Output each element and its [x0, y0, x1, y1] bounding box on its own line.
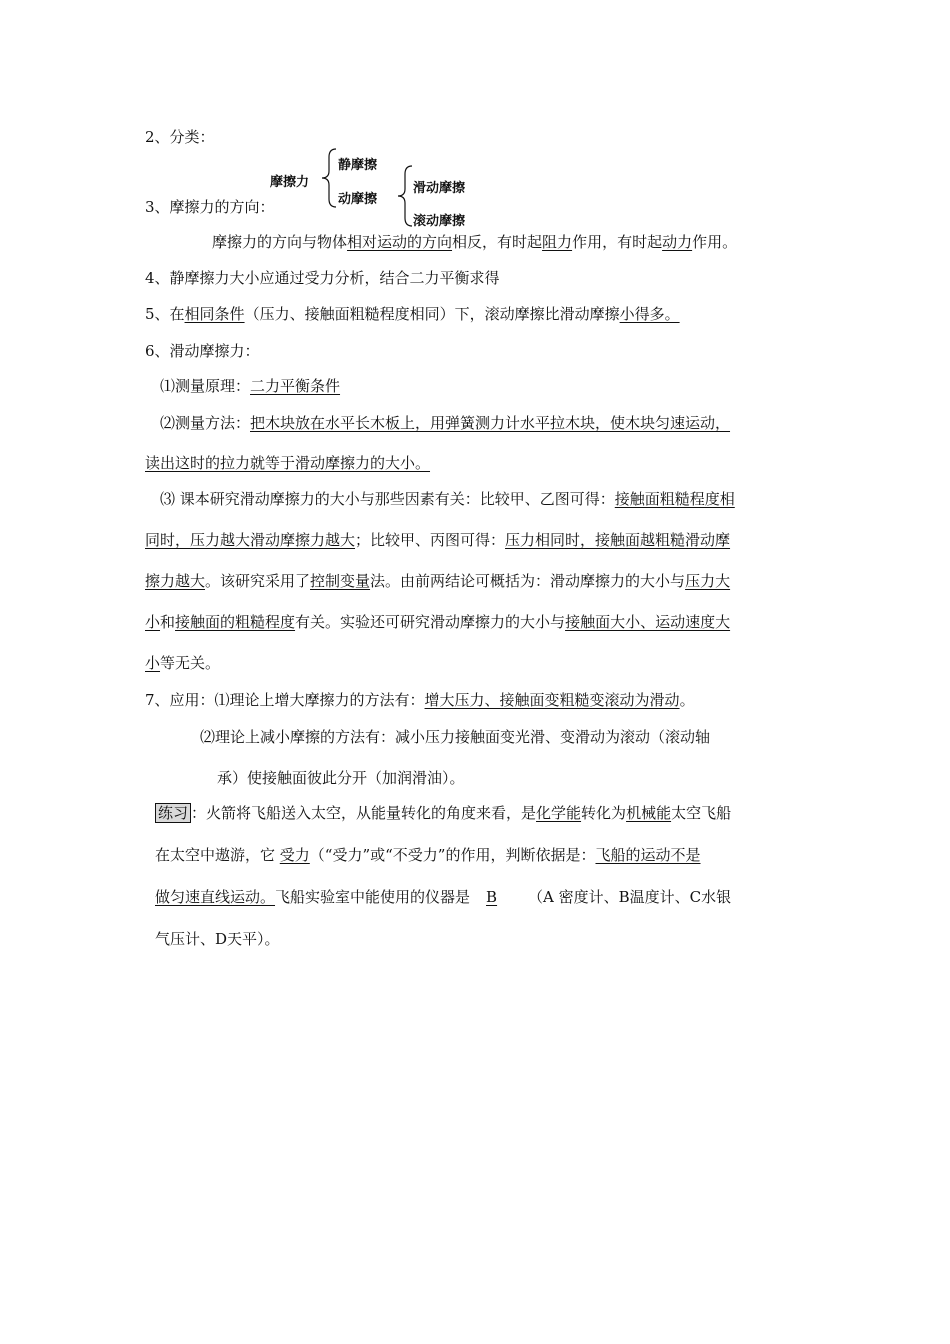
answer-increase-friction: 增大压力、接触面变粗糙变滚动为滑动	[424, 691, 680, 709]
answer-resistance: 阻力	[542, 233, 573, 251]
exercise-tag: 练习	[155, 803, 191, 823]
answer-much-smaller: 小得多。	[619, 305, 680, 323]
answer-reason: 飞船的运动不是	[595, 846, 701, 864]
answer-pressure-cont: 小	[145, 613, 161, 631]
item-6-label: 6、滑动摩擦力：	[145, 342, 260, 360]
item-6-sub-1	[160, 376, 340, 396]
text-run: 作用。	[692, 233, 738, 251]
item-6-sub-2-line-2	[145, 453, 430, 473]
answer-driving: 动力	[662, 233, 693, 251]
item-6-sub-2-line-1	[160, 413, 730, 433]
answer-conclusion-2-cont: 擦力越大	[145, 572, 206, 590]
text-run: 在太空中遨游，它	[155, 846, 280, 864]
diagram-brace-1	[320, 147, 338, 209]
answer-measure-method: 把木块放在水平长木板上，用弹簧测力计水平拉木块，使木块匀速运动，	[250, 414, 731, 432]
answer-unrelated: 接触面大小、运动速度大	[565, 613, 731, 631]
answer-conclusion-1: 接触面粗糙程度相	[614, 490, 735, 508]
item-4-text: 4、静摩擦力大小应通过受力分析，结合二力平衡求得	[145, 269, 500, 287]
item-6-sub-3-line-2	[145, 530, 730, 550]
text-run: 。	[679, 691, 695, 709]
text-run: ：火箭将飞船送入太空，从能量转化的角度来看，是	[191, 804, 537, 822]
text-run: 有关。实验还可研究滑动摩擦力的大小与	[295, 613, 566, 631]
diagram-root: 摩擦力	[270, 175, 310, 190]
answer-pressure: 压力大	[685, 572, 731, 590]
diagram-brace-2	[396, 164, 414, 228]
item-3-text	[212, 232, 737, 252]
text-run: ⑶ 课本研究滑动摩擦力的大小与那些因素有关：比较甲、乙图可得：	[160, 490, 615, 508]
text-run: （压力、接触面粗糙程度相同）下，滚动摩擦比滑动摩擦	[244, 305, 620, 323]
text-run: 和	[160, 613, 176, 631]
text-run: 5、在	[145, 305, 185, 323]
diagram-kinetic: 动摩擦	[338, 192, 378, 207]
text-run: 太空飞船	[671, 804, 732, 822]
item-7-line-1	[145, 690, 695, 710]
diagram-sliding: 滑动摩擦	[413, 181, 466, 196]
text-run: ⑵测量方法：	[160, 414, 251, 432]
answer-force: 受力	[279, 846, 310, 864]
exercise-line-2	[155, 845, 701, 865]
text-run: （A 密度计、B温度计、C水银	[528, 888, 732, 906]
text-run: 等无关。	[160, 654, 221, 672]
answer-measure-method-cont: 读出这时的拉力就等于滑动摩擦力的大小。	[145, 454, 431, 472]
text-run: 相反，有时起	[452, 233, 543, 251]
answer-blank-instrument: B	[486, 888, 498, 906]
answer-conclusion-1-cont: 同时，压力越大滑动摩擦力越大	[145, 531, 356, 549]
item-6-sub-3-line-3	[145, 571, 730, 591]
text-run: ⑴测量原理：	[160, 377, 251, 395]
answer-relative-motion: 相对运动的方向	[347, 233, 453, 251]
item-7-line-3: 承）使接触面彼此分开（加润滑油）。	[217, 769, 465, 787]
answer-roughness: 接触面的粗糙程度	[175, 613, 296, 631]
answer-same-conditions: 相同条件	[184, 305, 245, 323]
text-run: 摩擦力的方向与物体	[212, 233, 348, 251]
text-run: 。该研究采用了	[205, 572, 311, 590]
answer-method: 控制变量	[310, 572, 371, 590]
item-2-label: 2、分类：	[145, 128, 215, 146]
exercise-line-4: 气压计、D天平）。	[155, 930, 280, 948]
item-6-sub-3-line-1	[160, 489, 735, 509]
text-run: 飞船实验室中能使用的仪器是	[275, 888, 471, 906]
item-5-text	[145, 304, 680, 324]
exercise-line-1	[155, 803, 731, 823]
text-run: （“受力”或“不受力”的作用，判断依据是：	[309, 846, 596, 864]
item-6-sub-3-line-5	[145, 653, 220, 673]
answer-mechanical-energy: 机械能	[626, 804, 672, 822]
answer-unrelated-cont: 小	[145, 654, 161, 672]
diagram-static: 静摩擦	[338, 158, 378, 173]
answer-reason-cont: 做匀速直线运动。	[155, 888, 276, 906]
answer-chemical-energy: 化学能	[536, 804, 582, 822]
item-7-line-2: ⑵理论上减小摩擦的方法有：减小压力接触面变光滑、变滑动为滚动（滚动轴	[200, 728, 711, 746]
item-3-label: 3、摩擦力的方向：	[145, 198, 275, 216]
answer-conclusion-2: 压力相同时，接触面越粗糙滑动摩	[505, 531, 731, 549]
text-run: 法。由前两结论可概括为：滑动摩擦力的大小与	[370, 572, 686, 590]
text-run: 转化为	[581, 804, 627, 822]
text-run: 7、应用：⑴理论上增大摩擦力的方法有：	[145, 691, 425, 709]
answer-measure-principle: 二力平衡条件	[250, 377, 341, 395]
text-run: ；比较甲、丙图可得：	[355, 531, 506, 549]
text-run: 作用，有时起	[572, 233, 663, 251]
item-6-sub-3-line-4	[145, 612, 730, 632]
diagram-rolling: 滚动摩擦	[413, 214, 466, 229]
exercise-line-3	[155, 887, 731, 907]
